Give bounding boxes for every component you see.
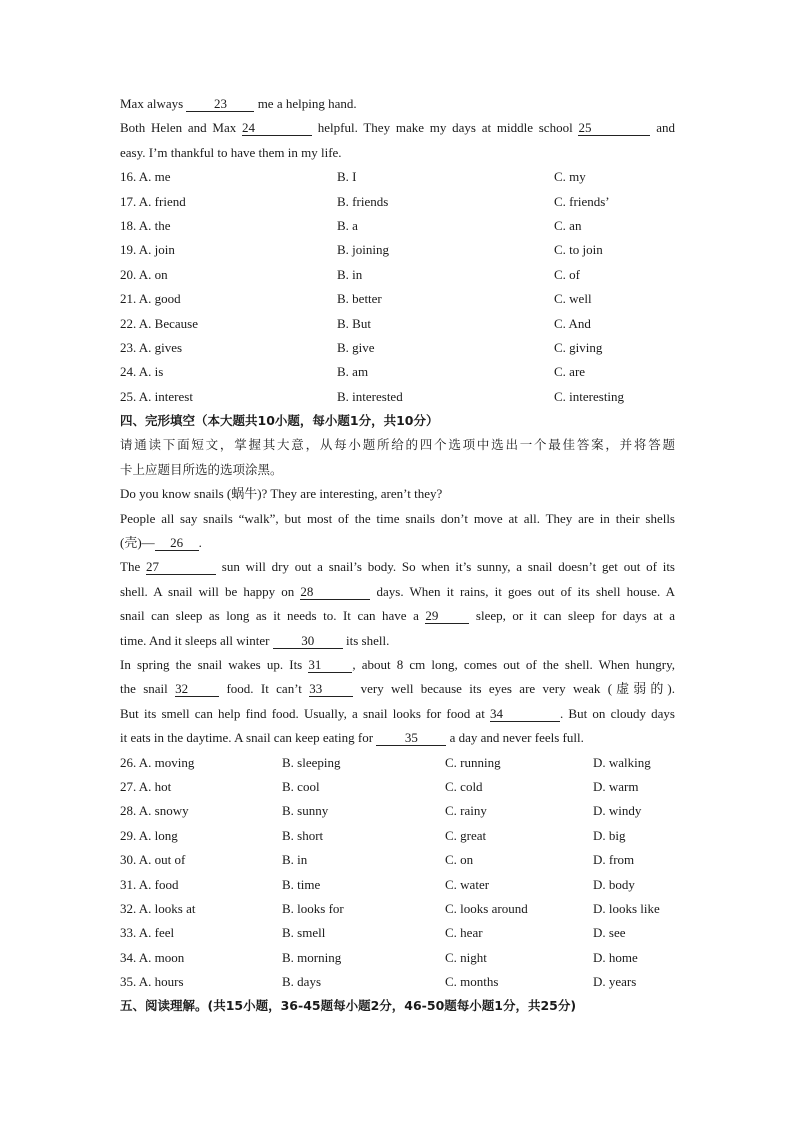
- intro-line-3: easy. I’m thankful to have them in my life.: [120, 144, 342, 160]
- option-cell: 17. A. friend: [120, 193, 186, 209]
- option-row: [120, 873, 675, 897]
- option-row: [120, 165, 675, 189]
- option-row: [120, 263, 675, 287]
- text-segment: a day and never feels full.: [446, 730, 584, 746]
- option-cell: B. short: [282, 827, 324, 843]
- text-segment: helpful. They make my days at middle school: [311, 120, 579, 136]
- option-cell: 28. A. snowy: [120, 803, 189, 819]
- option-cell: 33. A. feel: [120, 925, 175, 941]
- option-row: [120, 287, 675, 311]
- text-segment: In spring the snail wakes up. Its: [120, 656, 309, 672]
- passage-line-9: [120, 677, 675, 701]
- option-cell: D. walking: [593, 754, 651, 770]
- option-cell: B. looks for: [282, 900, 344, 916]
- option-row: [120, 190, 675, 214]
- intro-line-1: [120, 92, 675, 116]
- option-cell: B. in: [282, 852, 308, 868]
- blank-30: 30: [273, 633, 343, 649]
- option-cell: D. warm: [593, 778, 639, 794]
- option-cell: 30. A. out of: [120, 852, 186, 868]
- option-row: [120, 385, 675, 409]
- option-cell: D. windy: [593, 803, 642, 819]
- blank-28: 28: [300, 584, 370, 600]
- passage-line-4: [120, 555, 675, 579]
- option-cell: C. night: [445, 949, 487, 965]
- option-cell: C. rainy: [445, 803, 487, 819]
- option-cell: C. And: [554, 315, 591, 331]
- option-cell: B. a: [337, 217, 358, 233]
- passage-line-6: [120, 604, 675, 628]
- option-cell: B. am: [337, 364, 369, 380]
- text-segment: shell. A snail will be happy on: [120, 583, 301, 599]
- option-cell: C. an: [554, 217, 582, 233]
- section4-options: [120, 751, 675, 995]
- option-cell: B. smell: [282, 925, 326, 941]
- option-row: [120, 824, 675, 848]
- option-cell: D. looks like: [593, 900, 660, 916]
- option-cell: C. cold: [445, 778, 483, 794]
- passage-line-5: [120, 580, 675, 604]
- exam-page: [120, 92, 675, 1019]
- intro-line-2: [120, 116, 675, 140]
- option-row: [120, 970, 675, 994]
- passage-line-3: [120, 531, 675, 555]
- option-row: [120, 238, 675, 262]
- blank-27: 27: [146, 559, 216, 575]
- option-cell: 23. A. gives: [120, 339, 183, 355]
- text-segment: sun will dry out a snail’s body. So when it’s sunny, a snail doesn’t get out of its: [216, 559, 675, 575]
- option-cell: B. friends: [337, 193, 389, 209]
- option-cell: C. of: [554, 266, 580, 282]
- option-cell: C. my: [554, 169, 586, 185]
- text-segment: Both Helen and Max: [120, 120, 242, 136]
- option-cell: B. interested: [337, 388, 403, 404]
- option-cell: B. sunny: [282, 803, 329, 819]
- option-cell: C. on: [445, 852, 474, 868]
- section5-heading: 五、阅读理解。(共15小题，36-45题每小题2分，46-50题每小题1分，共25分): [120, 998, 577, 1014]
- option-cell: B. But: [337, 315, 371, 331]
- option-cell: C. great: [445, 827, 487, 843]
- option-cell: D. body: [593, 876, 635, 892]
- passage-line-8: [120, 653, 675, 677]
- text-segment: The: [120, 559, 146, 575]
- option-cell: C. water: [445, 876, 490, 892]
- option-cell: 21. A. good: [120, 291, 181, 307]
- option-cell: B. better: [337, 291, 382, 307]
- blank-34: 34: [490, 706, 560, 722]
- option-cell: C. interesting: [554, 388, 625, 404]
- text-segment: food. It can’t: [219, 681, 310, 697]
- option-cell: 24. A. is: [120, 364, 164, 380]
- text-segment: its shell.: [342, 632, 390, 648]
- blank-24: 24: [242, 120, 312, 136]
- option-cell: 29. A. long: [120, 827, 178, 843]
- option-cell: B. sleeping: [282, 754, 341, 770]
- option-cell: C. months: [445, 974, 499, 990]
- section4-heading: 四、完形填空（本大题共10小题，每小题1分，共10分）: [120, 413, 439, 429]
- option-row: [120, 897, 675, 921]
- option-cell: 32. A. looks at: [120, 900, 196, 916]
- text-segment: sleep, or it can sleep for days at a: [469, 608, 675, 624]
- blank-32: 32: [175, 681, 219, 697]
- passage-line-10: [120, 702, 675, 726]
- option-row: [120, 921, 675, 945]
- passage-line-1: Do you know snails (蜗牛)? They are interesting, aren’t they?: [120, 486, 443, 502]
- option-cell: B. joining: [337, 242, 390, 258]
- option-cell: C. hear: [445, 925, 483, 941]
- blank-31: 31: [308, 657, 352, 673]
- passage-line-2: People all say snails “walk”, but most of the time snails don’t move at all. They are in their shells: [120, 510, 675, 526]
- text-segment: time. And it sleeps all winter: [120, 632, 273, 648]
- text-segment: (壳)—: [120, 535, 155, 551]
- option-row: [120, 312, 675, 336]
- option-cell: 31. A. food: [120, 876, 179, 892]
- option-cell: D. years: [593, 974, 637, 990]
- option-row: [120, 799, 675, 823]
- text-segment: Max always: [120, 96, 187, 111]
- option-cell: D. big: [593, 827, 626, 843]
- option-cell: 34. A. moon: [120, 949, 185, 965]
- option-row: [120, 775, 675, 799]
- option-row: [120, 214, 675, 238]
- option-cell: C. to join: [554, 242, 603, 258]
- option-cell: 35. A. hours: [120, 974, 184, 990]
- option-cell: B. morning: [282, 949, 342, 965]
- text-segment: and: [650, 120, 675, 136]
- text-segment: the snail: [120, 681, 176, 697]
- option-cell: C. running: [445, 754, 501, 770]
- blank-25: 25: [578, 120, 650, 136]
- option-row: [120, 751, 675, 775]
- text-segment: snail can sleep as long as it needs to. It can have a: [120, 608, 426, 624]
- option-cell: 18. A. the: [120, 217, 171, 233]
- option-cell: 26. A. moving: [120, 754, 195, 770]
- option-cell: D. see: [593, 925, 626, 941]
- option-cell: 19. A. join: [120, 242, 175, 258]
- blank-33: 33: [309, 681, 353, 697]
- option-cell: 25. A. interest: [120, 388, 193, 404]
- option-cell: B. cool: [282, 778, 320, 794]
- blank-29: 29: [425, 608, 469, 624]
- option-row: [120, 360, 675, 384]
- passage-line-7: [120, 629, 675, 653]
- option-cell: B. time: [282, 876, 321, 892]
- option-row: [120, 946, 675, 970]
- option-cell: C. are: [554, 364, 586, 380]
- option-cell: C. looks around: [445, 900, 528, 916]
- blank-23: 23: [186, 96, 254, 112]
- text-segment: very well because its eyes are very weak (虚弱的).: [353, 681, 675, 697]
- option-cell: 27. A. hot: [120, 778, 172, 794]
- text-segment: .: [198, 535, 202, 551]
- blank-35: 35: [376, 730, 446, 746]
- option-cell: C. giving: [554, 339, 603, 355]
- option-cell: B. give: [337, 339, 375, 355]
- text-segment: . But on cloudy days: [560, 705, 675, 721]
- text-segment: days. When it rains, it goes out of its shell house. A: [370, 583, 675, 599]
- text-segment: , about 8 cm long, comes out of the shell. When hungry,: [352, 656, 675, 672]
- option-cell: B. in: [337, 266, 363, 282]
- text-segment: me a helping hand.: [254, 96, 357, 111]
- option-cell: 20. A. on: [120, 266, 168, 282]
- option-cell: C. friends’: [554, 193, 610, 209]
- blank-26: 26: [155, 535, 199, 551]
- section3-options: [120, 165, 675, 409]
- option-cell: B. days: [282, 974, 321, 990]
- option-cell: 22. A. Because: [120, 315, 198, 331]
- section4-instruction-1: 请通读下面短文，掌握其大意，从每小题所给的四个选项中选出一个最佳答案，并将答题: [120, 437, 675, 453]
- option-cell: B. I: [337, 169, 357, 185]
- option-cell: D. home: [593, 949, 638, 965]
- passage-line-11: [120, 726, 675, 750]
- option-row: [120, 848, 675, 872]
- option-cell: 16. A. me: [120, 169, 171, 185]
- section4-instruction-2: 卡上应题目所选的选项涂黑。: [120, 461, 283, 477]
- option-cell: D. from: [593, 852, 635, 868]
- text-segment: it eats in the daytime. A snail can keep eating for: [120, 730, 377, 746]
- text-segment: But its smell can help find food. Usually, a snail looks for food at: [120, 705, 490, 721]
- option-row: [120, 336, 675, 360]
- option-cell: C. well: [554, 291, 592, 307]
